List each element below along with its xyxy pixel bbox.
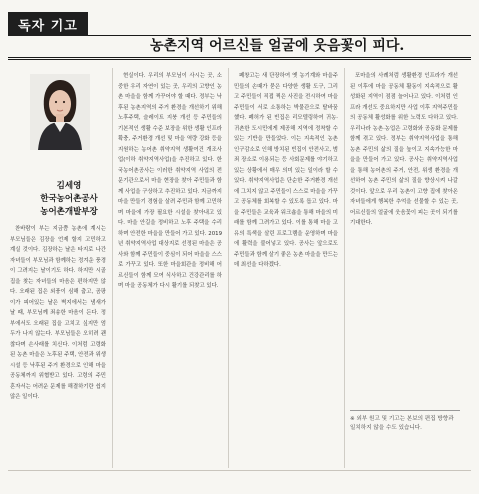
- body-column-3: [234, 71, 338, 461]
- column-divider: [344, 68, 345, 468]
- author-portrait-icon: [30, 74, 90, 150]
- body-paragraph: 찬바람이 부는 지금쯤 농촌에 계시는 부모님들은 김장을 언제 할지 고민하고 계실 것이다. 김장하는 날은 타지로 나간 자녀들이 부모님과 함께하는 정겨운 풍경이 그려지는 날이기도 하다. 하지만 시골집을 찾는 자녀들의 마음은 편하지만 않다. 오래된 집은 외풍이 심해 춥고, 곰팡이가 피어있는 날은 벽지에서는 냄새가 날 때, 부모님께 죄송한 마음이 든다. 정부에서도 오래된 집을 고치고 싶지만 엄두가 나지 않는다. 부모님들은 오히려 괜찮다며 손사래를 치신다. 이처럼 고령화된 농촌 마을은 노후된 주택, 안전과 위생 시설 등 낙후된 주거 환경으로 인해 마을 공동체까지 위협받고 있다. 고령의 주민 혼자서는 어려운 문제를 해결하기란 쉽지 않은 일이다.: [10, 226, 106, 400]
- author-title: 농어촌개발부장: [40, 207, 98, 217]
- body-column-2: [118, 71, 222, 461]
- editorial-footnote: ※ 외부 원고 및 기고는 본보의 편집 방향과 일치하지 않을 수도 있습니다.: [350, 410, 460, 445]
- column-divider: [228, 68, 229, 468]
- author-photo: [30, 74, 90, 150]
- body-paragraph: 포마을의 사례처럼 생활환경 인프라가 개선된 이후에 마을 공동체 활동이 지속적으로 활성화된 지역이 점점 늘어나고 있다. 이처럼 인프라 개선도 중요하지만 사업 이후 지역주민들의 공동체 활성화를 위한 노력도 다하고 있다. 우리나라 농촌·농업은 고령화와 공동화 문제를 함께 겪고 있다. 정부는 취약지역사업을 통해 농촌 주민의 삶의 질을 높이고 지속가능한 마을을 만들어 가고 있다. 공사는 취약지역사업을 통해 농어촌의 주거, 안전, 위생 환경을 개선하여 농촌 주민의 삶의 질을 향상시켜 나갈 것이다. 앞으로 우리 농촌이 고향 집에 찾아온 자녀들에게 행복한 추억을 선물할 수 있는 곳, 어르신들의 얼굴에 웃음꽃이 피는 곳이 되기를 기대한다.: [350, 73, 458, 226]
- body-paragraph: 현실이다. 우리의 부모님이 사시는 곳, 소중한 우리 자연이 있는 곳, 우리의 고향인 농촌 마을을 함께 가꾸어야 할 때다. 정부는 낙후된 농촌지역의 주거 환경을 개선하기 위해 노후주택, 슬레이트 지붕 개선 등 주민들의 기본적인 생활 수준 보장을 위한 생활 인프라 확충, 주거환경 개선 및 마을 역량 강화 등을 지원하는 농어촌 취약지역 생활여건 개조사업(이하 취약지역사업)을 추진하고 있다. 한국농어촌공사는 이러한 취약지역 사업의 전문기관으로서 마을 현장을 찾아 주민들과 함께 사업을 구상하고 추진하고 있다. 지금까지 마을 만들기 경험을 살려 주민과 함께 고민하며 마을에 가장 필요한 시설을 찾아내고 있다. 마을 안길을 정비하고 노후 주택을 수리하며 안전한 마을을 만들어 가고 있다. 2019년 취약지역사업 대상지로 선정된 마을은 공사와 함께 주민들이 중심이 되어 마을을 스스로 가꾸고 있다. 또한 마을회관을 정비해 어르신들이 함께 모여 식사하고 건강관리를 하며 마을 공동체가 다시 활기를 되찾고 있다.: [118, 73, 222, 289]
- author-org: 한국농어촌공사: [40, 194, 98, 204]
- headline: 농촌지역 어르신들 얼굴에 웃음꽃이 피다.: [150, 38, 405, 54]
- bottom-rule: [8, 470, 471, 471]
- author-name: 김세영: [56, 181, 82, 191]
- headline-rule-double: [8, 59, 471, 60]
- body-column-1: [10, 224, 106, 460]
- author-byline: [14, 180, 124, 219]
- body-paragraph: 폐창고는 새 단장하여 옛 농기계와 마을주민들의 손때가 묻은 다양한 생활 도구, 그리고 주민들이 직접 찍은 사진을 전시하여 마을 주민들이 서로 소통하는 박물관으로 탈바꿈했다. 폐허가 된 빈집은 리모델링하여 귀농·귀촌한 도시민에게 제공해 지역에 정착할 수 있는 기반을 만들었다. 이는 지속적인 농촌 인구감소로 인해 방치된 빈집이 안전사고, 범죄 장소로 이용되는 등 사회문제를 야기하고 있는 상황에서 매우 의미 있는 일이라 할 수 있다. 취약지역사업은 단순한 주거환경 개선에 그치지 않고 주민들이 스스로 마을을 가꾸고 공동체를 회복할 수 있도록 돕고 있다. 마을 주민들은 교육과 워크숍을 통해 마을의 미래를 함께 그려가고 있다. 이를 통해 마을 고유의 특색을 살린 프로그램을 운영하며 마을에 활력을 불어넣고 있다. 공사는 앞으로도 주민들과 함께 살기 좋은 농촌 마을을 만드는 데 최선을 다하겠다.: [234, 73, 338, 268]
- headline-rule: [8, 57, 471, 58]
- body-column-4: [350, 71, 458, 401]
- column-tag: 독자 기고: [8, 12, 88, 36]
- column-divider: [112, 68, 113, 468]
